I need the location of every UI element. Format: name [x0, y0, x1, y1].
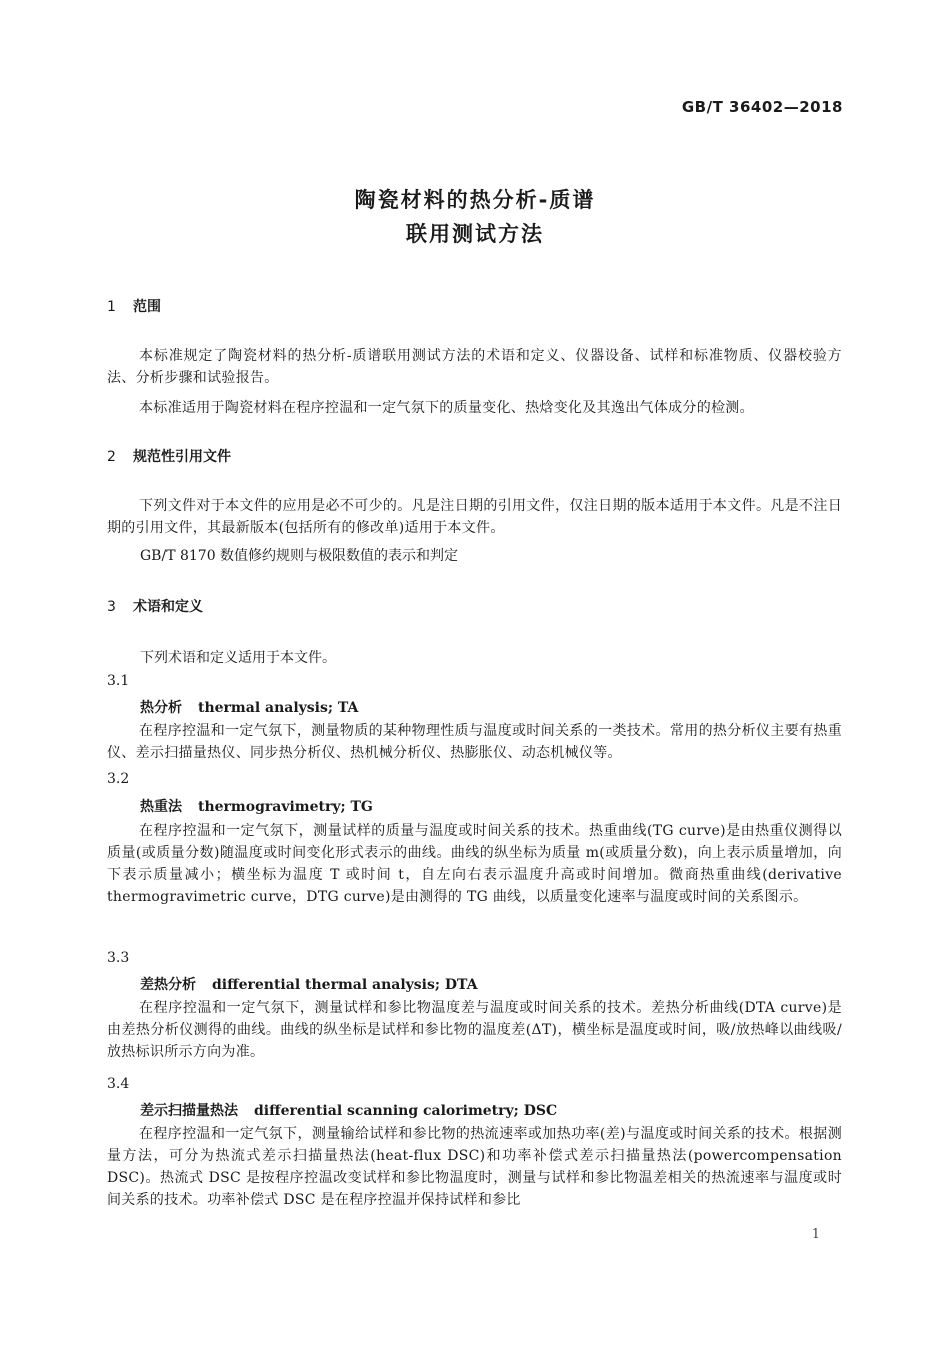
term-en: thermogravimetry; TG [198, 799, 373, 815]
section-heading-scope [107, 296, 161, 316]
paragraph-scope-2: 本标准适用于陶瓷材料在程序控温和一定气氛下的质量变化、热焓变化及其逸出气体成分的检测。 [139, 400, 754, 416]
term-definition: 在程序控温和一定气氛下，测量试样和参比物温度差与温度或时间关系的技术。差热分析曲线(DTA curve)是由差热分析仪测得的曲线。曲线的纵坐标是试样和参比物的温度差(ΔT)，横坐标是温度或时间，吸/放热峰以曲线吸/放热标识所示方向为准。 [107, 1000, 842, 1060]
term-en: differential scanning calorimetry; DSC [254, 1103, 558, 1119]
term-title [140, 1100, 557, 1120]
standard-code: GB/T 36402—2018 [681, 98, 843, 116]
term-number: 3.3 [107, 950, 130, 966]
reference-item: GB/T 8170 数值修约规则与极限数值的表示和判定 [140, 548, 459, 564]
term-cn: 热分析 [140, 700, 182, 716]
term-cn: 差热分析 [140, 977, 196, 993]
page-number: 1 [811, 1227, 820, 1242]
section-number: 1 [107, 299, 116, 315]
term-definition: 在程序控温和一定气氛下，测量输给试样和参比物的热流速率或加热功率(差)与温度或时间关系的技术。根据测量方法，可分为热流式差示扫描量热法(heat-flux DSC)和功率补偿式差示扫描量热法(powercompensation DSC)。热流式 DSC 是按程序控温改变试样和参比物温度时，测量与试样和参比物温差相关的热流速率与温度或时间关系的技术。功率补偿式 DSC 是在程序控温并保持试样和参比 [107, 1126, 842, 1208]
term-title [140, 796, 373, 816]
section-title: 范围 [133, 299, 161, 315]
term-number: 3.4 [107, 1076, 130, 1092]
paragraph-normative-references: 下列文件对于本文件的应用是必不可少的。凡是注日期的引用文件，仅注日期的版本适用于本文件。凡是不注日期的引用文件，其最新版本(包括所有的修改单)适用于本文件。 [107, 498, 842, 536]
term-cn: 热重法 [140, 799, 182, 815]
section-title: 术语和定义 [133, 599, 203, 615]
term-title [140, 697, 358, 717]
term-cn: 差示扫描量热法 [140, 1103, 238, 1119]
terms-intro: 下列术语和定义适用于本文件。 [140, 650, 336, 666]
section-number: 2 [107, 449, 116, 465]
section-title: 规范性引用文件 [133, 449, 231, 465]
document-title-line1: 陶瓷材料的热分析-质谱 [354, 188, 596, 212]
term-definition: 在程序控温和一定气氛下，测量物质的某种物理性质与温度或时间关系的一类技术。常用的热分析仪主要有热重仪、差示扫描量热仪、同步热分析仪、热机械分析仪、热膨胀仪、动态机械仪等。 [107, 723, 842, 761]
section-heading-normative-references [107, 446, 231, 466]
term-number: 3.1 [107, 673, 130, 689]
section-heading-terms [107, 596, 203, 616]
document-title-line2: 联用测试方法 [406, 222, 544, 246]
term-en: thermal analysis; TA [198, 700, 359, 716]
term-definition: 在程序控温和一定气氛下，测量试样的质量与温度或时间关系的技术。热重曲线(TG curve)是由热重仪测得以质量(或质量分数)随温度或时间变化形式表示的曲线。曲线的纵坐标为质量 m(或质量分数)，向上表示质量增加，向下表示质量减小；横坐标为温度 T 或时间 t，自左向右表示温度升高或时间增加。微商热重曲线(derivative thermogravimetric curve，DTG curve)是由测得的 TG 曲线，以质量变化速率与温度或时间的关系图示。 [107, 823, 842, 905]
paragraph-scope-1: 本标准规定了陶瓷材料的热分析-质谱联用测试方法的术语和定义、仪器设备、试样和标准物质、仪器校验方法、分析步骤和试验报告。 [107, 348, 842, 386]
term-number: 3.2 [107, 771, 130, 787]
term-title [140, 974, 478, 994]
term-en: differential thermal analysis; DTA [212, 977, 478, 993]
section-number: 3 [107, 599, 116, 615]
